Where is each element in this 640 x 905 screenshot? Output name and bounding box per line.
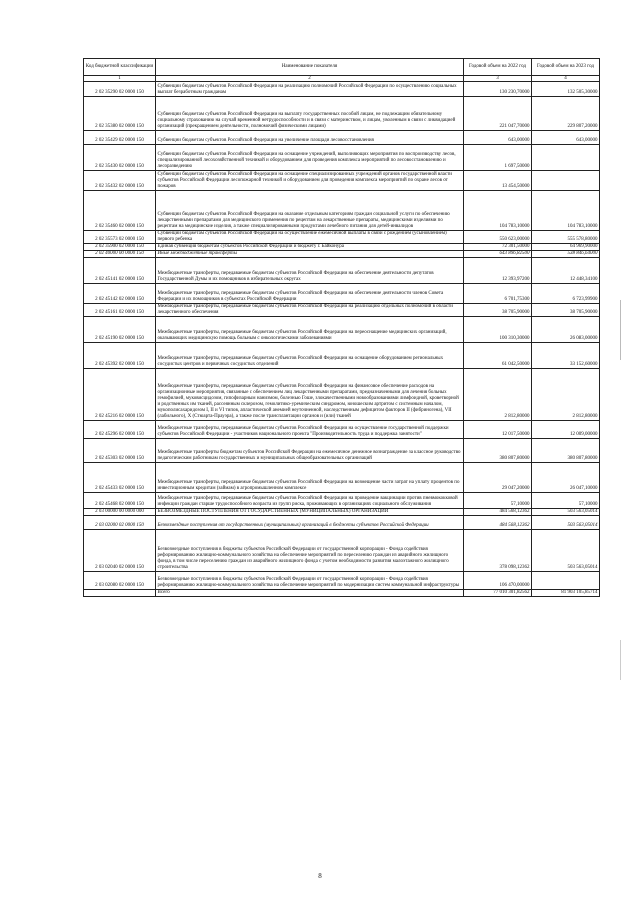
margin-line xyxy=(620,300,621,360)
row-value-2022: 2 812,80000 xyxy=(464,369,532,421)
margin-line xyxy=(620,640,621,680)
row-value-2023: 12 009,00000 xyxy=(532,421,600,439)
row-code: 2 02 35432 02 0000 150 xyxy=(84,171,156,191)
row-value-2023 xyxy=(532,145,600,171)
row-value-2023: 132 505,30000 xyxy=(532,82,600,97)
row-value-2022: 550 623,00000 xyxy=(464,231,532,244)
row-value-2023: 643,00000 xyxy=(532,131,600,145)
row-value-2023: 26 047,10000 xyxy=(532,463,600,493)
row-value-2023: 104 783,10000 xyxy=(532,191,600,231)
table-row xyxy=(84,572,600,590)
column-number: 1 xyxy=(84,76,156,82)
row-name: Межбюджетные трансферты, передаваемые бюджетам субъектов Российской Федерации на реализацию отдельных полномочий в области лекарственного обеспечения xyxy=(156,304,464,317)
row-code: 2 03 02080 02 0000 150 xyxy=(84,572,156,590)
row-value-2022: 104 783,10000 xyxy=(464,191,532,231)
row-value-2022: 38 705,90000 xyxy=(464,304,532,317)
row-value-2023: 57,10000 xyxy=(532,493,600,509)
row-value-2022: 12 017,50000 xyxy=(464,421,532,439)
row-name: Субвенции бюджетам субъектов Российской Федерации на оснащение специализированных учреждений органов государственной власти субъектов Российской Федерации лесопожарной техникой и оборудованием для проведения комплекса мероприятий по охране лесов от пожаров xyxy=(156,171,464,191)
table-header-row xyxy=(84,59,600,76)
row-value-2022: 221 047,70000 xyxy=(464,97,532,131)
row-value-2023: 81 903 105,85714 xyxy=(532,590,600,597)
column-number: 3 xyxy=(464,76,532,82)
table-row xyxy=(84,191,600,231)
row-value-2022: 13 454,50000 xyxy=(464,171,532,191)
row-value-2022: 100 310,30000 xyxy=(464,317,532,343)
row-value-2023: 12 448,34100 xyxy=(532,258,600,284)
table-row xyxy=(84,590,600,597)
row-code: 2 02 45468 02 0000 150 xyxy=(84,493,156,509)
row-value-2022: 484 568,12362 xyxy=(464,509,532,516)
table-row xyxy=(84,530,600,572)
row-value-2023: 64 969,90000 xyxy=(532,244,600,251)
row-name: БЕЗВОЗМЕЗДНЫЕ ПОСТУПЛЕНИЯ ОТ ГОСУДАРСТВЕННЫХ (МУНИЦИПАЛЬНЫХ) ОРГАНИЗАЦИЙ xyxy=(156,509,464,516)
table-row xyxy=(84,304,600,317)
row-value-2023 xyxy=(532,572,600,590)
row-value-2022: 380 807,80000 xyxy=(464,439,532,463)
row-value-2023: 38 705,90000 xyxy=(532,304,600,317)
row-value-2023: 380 807,80000 xyxy=(532,439,600,463)
row-name: Безвозмездные поступления в бюджеты субъектов Российской Федерации от государственной корпорации - Фонда содействия реформированию жилищно-коммунального хозяйства на обеспечение мероприятий по модернизации систем коммунальной инфраструктуры xyxy=(156,572,464,590)
row-name: Субвенции бюджетам субъектов Российской Федерации на оснащение учреждений, выполняющих мероприятия по воспроизводству лесов, специализированной лесохозяйственной техникой и оборудованием для проведения комплекса мероприятий по лесовосстановлению и лесоразведению xyxy=(156,145,464,171)
row-value-2023: 503 563,05014 xyxy=(532,516,600,530)
row-value-2023: 33 152,60000 xyxy=(532,343,600,369)
row-name: Межбюджетные трансферты, передаваемые бюджетам субъектов Российской Федерации на осуществление государственной поддержки субъектов Российской Федерации - участников национального проекта "Производительность труда и поддержка занятости" xyxy=(156,421,464,439)
row-value-2023: 26 083,00000 xyxy=(532,317,600,343)
table-row xyxy=(84,251,600,258)
budget-table xyxy=(83,58,600,597)
row-code: 2 02 35380 02 0000 150 xyxy=(84,97,156,131)
row-code: 2 02 45142 02 0000 150 xyxy=(84,284,156,304)
row-name: Субвенции бюджетам субъектов Российской Федерации на оказание отдельным категориям граждан социальной услуги по обеспечению лекарственными препаратами для медицинского применения по рецептам на лекарственные препараты, медицинскими изделиями по рецептам на медицинские изделия, а также специализированными продуктами лечебного питания для детей-инвалидов xyxy=(156,191,464,231)
row-name: Субвенции бюджетам субъектов Российской Федерации на выплату государственных пособий лицам, не подлежащим обязательному социальному страхованию на случай временной нетрудоспособности и в связи с материнством, и лицам, уволенным в связи с ликвидацией организаций (прекращением деятельности, полномочий физическими лицами) xyxy=(156,97,464,131)
row-name: Иные межбюджетные трансферты xyxy=(156,251,464,258)
row-code: 2 03 02040 02 0000 150 xyxy=(84,530,156,572)
table-row xyxy=(84,421,600,439)
column-number: 4 xyxy=(532,76,600,82)
row-value-2022: 72 301,50000 xyxy=(464,244,532,251)
table-row xyxy=(84,131,600,145)
row-code: 2 02 45141 02 0000 150 xyxy=(84,258,156,284)
row-name: Безвозмездные поступления от государственных (муниципальных) организаций в бюджеты субъектов Российской Федерации xyxy=(156,516,464,530)
row-name: Субвенции бюджетам субъектов Российской Федерации на реализацию полномочий Российской Федерации по осуществлению социальных выплат безработным гражданам xyxy=(156,82,464,97)
row-value-2022: 1 697,50000 xyxy=(464,145,532,171)
table-row xyxy=(84,258,600,284)
table-row xyxy=(84,284,600,304)
row-name: Межбюджетные трансферты, передаваемые бюджетам субъектов Российской Федерации на обеспечение деятельности членов Совета Федерации и их помощников в субъектах Российской Федерации xyxy=(156,284,464,304)
row-name: Межбюджетные трансферты бюджетам субъектов Российской Федерации на ежемесячное денежное вознаграждение за классное руководство педагогическим работникам государственных и муниципальных общеобразовательных организаций xyxy=(156,439,464,463)
header-year-2023: Годовой объем на 2023 год xyxy=(532,59,600,76)
table-row xyxy=(84,145,600,171)
row-value-2023: 503 563,05014 xyxy=(532,530,600,572)
table-row xyxy=(84,317,600,343)
row-value-2023: 2 812,80000 xyxy=(532,369,600,421)
table-row xyxy=(84,369,600,421)
row-code xyxy=(84,590,156,597)
row-code: 2 02 35290 02 0000 150 xyxy=(84,82,156,97)
header-year-2022: Годовой объем на 2022 год xyxy=(464,59,532,76)
table-row xyxy=(84,463,600,493)
row-value-2022: 57,10000 xyxy=(464,493,532,509)
row-value-2023: 538 846,64000 xyxy=(532,251,600,258)
row-name: Субвенции бюджетам субъектов Российской Федерации на увеличение площади лесовосстановления xyxy=(156,131,464,145)
row-code: 2 03 02000 02 0000 150 xyxy=(84,516,156,530)
row-name: Межбюджетные трансферты, передаваемые бюджетам субъектов Российской Федерации на оснащение оборудованием региональных сосудистых центров и первичных сосудистых отделений xyxy=(156,343,464,369)
row-name: Единая субвенция бюджетам субъектов Российской Федерации и бюджету г. Байконура xyxy=(156,244,464,251)
row-code: 2 02 45161 02 0000 150 xyxy=(84,304,156,317)
row-code: 2 02 35460 02 0000 150 xyxy=(84,191,156,231)
row-name: Межбюджетные трансферты, передаваемые бюджетам субъектов Российской Федерации на возмещение части затрат на уплату процентов по инвестиционным кредитам (займам) в агропромышленном комплексе xyxy=(156,463,464,493)
row-code: 2 02 35900 02 0000 150 xyxy=(84,244,156,251)
row-value-2022: 77 010 301,82562 xyxy=(464,590,532,597)
row-value-2022: 61 042,50000 xyxy=(464,343,532,369)
row-code: 2 02 45190 02 0000 150 xyxy=(84,317,156,343)
row-code: 2 02 35573 02 0000 150 xyxy=(84,231,156,244)
table-body xyxy=(84,82,600,597)
header-code: Код бюджетной классификации xyxy=(84,59,156,76)
table-row xyxy=(84,343,600,369)
row-name: Межбюджетные трансферты, передаваемые бюджетам субъектов Российской Федерации на обеспечение деятельности депутатов Государственной Думы и их помощников в избирательных округах xyxy=(156,258,464,284)
row-value-2023 xyxy=(532,171,600,191)
row-value-2023: 229 807,20000 xyxy=(532,97,600,131)
row-code: 2 02 35429 02 0000 150 xyxy=(84,131,156,145)
row-code: 2 02 35430 02 0000 150 xyxy=(84,145,156,171)
table-row xyxy=(84,231,600,244)
row-code: 2 02 45216 02 0000 150 xyxy=(84,369,156,421)
table-row xyxy=(84,516,600,530)
header-name: Наименование показателя xyxy=(156,59,464,76)
column-number: 2 xyxy=(156,76,464,82)
table-row xyxy=(84,171,600,191)
row-name: Безвозмездные поступления в бюджеты субъектов Российской Федерации от государственной корпорации - Фонда содействия реформированию жилищно-коммунального хозяйства на обеспечение мероприятий по переселению граждан из аварийного жилищного фонда, в том числе переселению граждан из аварийного жилищного фонда с учетом необходимости развития малоэтажного жилищного строительства xyxy=(156,530,464,572)
row-name: Межбюджетные трансферты, передаваемые бюджетам субъектов Российской Федерации на переоснащение медицинских организаций, оказывающих медицинскую помощь больным с онкологическими заболеваниями xyxy=(156,317,464,343)
row-code: 2 02 45303 02 0000 150 xyxy=(84,439,156,463)
row-value-2022: 378 098,12362 xyxy=(464,530,532,572)
row-value-2022: 643,00000 xyxy=(464,131,532,145)
row-value-2022: 29 047,20000 xyxy=(464,463,532,493)
row-value-2022: 6 701,75300 xyxy=(464,284,532,304)
row-code: 2 02 45433 02 0000 150 xyxy=(84,463,156,493)
row-value-2022: 484 568,12362 xyxy=(464,516,532,530)
table-row xyxy=(84,493,600,509)
row-name: Субвенции бюджетам субъектов Российской Федерации на осуществление ежемесячной выплаты в связи с рождением (усыновлением) первого ребенка xyxy=(156,231,464,244)
table-row xyxy=(84,439,600,463)
row-value-2022: 643 896,82500 xyxy=(464,251,532,258)
table-row xyxy=(84,82,600,97)
row-value-2023: 503 563,05014 xyxy=(532,509,600,516)
row-code: 2 03 00000 00 0000 000 xyxy=(84,509,156,516)
row-code: 2 02 40000 00 0000 150 xyxy=(84,251,156,258)
row-value-2022: 12 393,97200 xyxy=(464,258,532,284)
table-row xyxy=(84,509,600,516)
row-code: 2 02 45296 02 0000 150 xyxy=(84,421,156,439)
row-name: Межбюджетные трансферты, передаваемые бюджетам субъектов Российской Федерации на финансовое обеспечение расходов на организационные мероприятия, связанные с обеспечением лиц лекарственными препаратами, предназначенными для лечения больных гемофилией, муковисцидозом, гипофизарным нанизмом, болезнью Гоше, злокачественными новообразованиями лимфоидной, кроветворной и родственных им тканей, рассеянным склерозом, гемолитико-уремическим синдромом, юношеским артритом с системным началом, мукополисахаридозом I, II и VI типов, апластической анемией неуточненной, наследственным дефицитом факторов II (фибриногена), VII (лабильного), X (Стюарта-Прауэра), а также после трансплантации органов и (или) тканей xyxy=(156,369,464,421)
row-value-2022: 106 470,00000 xyxy=(464,572,532,590)
row-value-2022: 130 230,70000 xyxy=(464,82,532,97)
row-name: Всего xyxy=(156,590,464,597)
table-row xyxy=(84,244,600,251)
page-number: 8 xyxy=(318,872,322,880)
row-name: Межбюджетные трансферты, передаваемые бюджетам субъектов Российской Федерации на проведение вакцинации против пневмококковой инфекции граждан старше трудоспособного возраста из групп риска, проживающих в организациях социального обслуживания xyxy=(156,493,464,509)
row-value-2023: 6 723,99900 xyxy=(532,284,600,304)
table-row xyxy=(84,97,600,131)
row-code: 2 02 45392 02 0000 150 xyxy=(84,343,156,369)
row-value-2023: 555 578,80000 xyxy=(532,231,600,244)
